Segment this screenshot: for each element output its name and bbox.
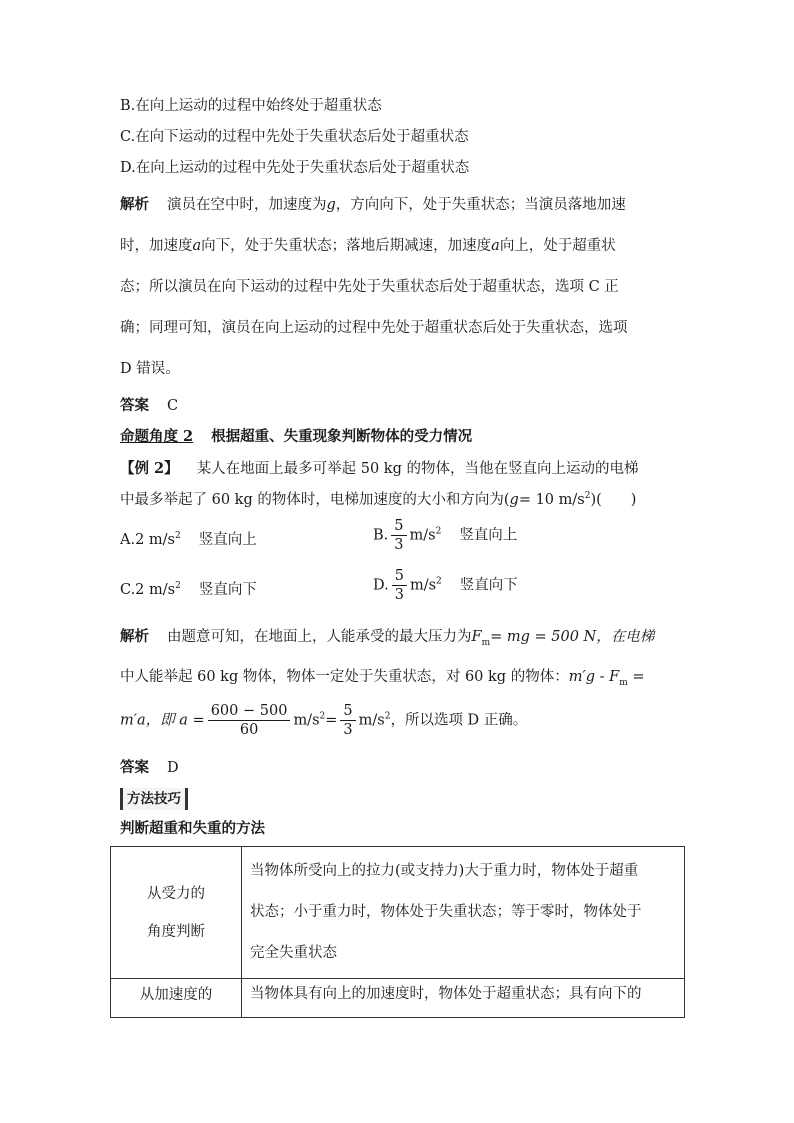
answer2-value: D [167, 760, 179, 776]
analysis2-line2: 中人能举起 60 kg 物体，物体一定处于失重状态，对 60 kg 的物体：$m'g - F_m$ = [120, 669, 645, 688]
choice-b: B. $\frac{5}{3}$ $m/s^2$ 竖直向上 [373, 518, 518, 553]
analysis2-line1: 解析 由题意可知，在地面上，人能承受的最大压力为$F_m=$ mg = 500 N，在电梯 [120, 628, 655, 648]
option-b: B.在向上运动的过程中始终处于超重状态 [120, 98, 382, 114]
choice-d: D. $\frac{5}{3}$ $m/s^2$ 竖直向下 [373, 568, 518, 603]
analysis1-line5: D 错误。 [120, 361, 180, 377]
table-cell-right: 当物体具有向上的加速度时，物体处于超重状态；具有向下的 [242, 979, 685, 1018]
option-d: D.在向上运动的过程中先处于失重状态后处于超重状态 [120, 160, 470, 176]
table-row [111, 847, 685, 979]
answer1-label: 答案 [120, 397, 149, 414]
method-table [110, 846, 685, 1018]
method-badge: 方法技巧 [120, 788, 188, 810]
example-line1: 【例 2】 某人在地面上最多可举起 50 kg 的物体，当他在竖直向上运动的电梯 [120, 460, 639, 477]
analysis2-label: 解析 [120, 628, 149, 645]
analysis2-line3: m′a，即 a = $\frac{600 - 500}{60}$ $m/s^2=$ $\frac{5}{3}$ $m/s^2$，所以选项 D 正确。 [120, 703, 528, 738]
answer1 [120, 396, 178, 416]
table-cell-right: 当物体所受向上的拉力(或支持力)大于重力时，物体处于超重 状态；小于重力时，物体处于失重状态；等于零时，物体处于 完全失重状态 [242, 847, 685, 979]
topic-label: 命题角度 2 [120, 428, 194, 445]
choice-c: C.2 $m/s^2$ 竖直向下 [120, 581, 257, 598]
option-c: C.在向下运动的过程中先处于失重状态后处于超重状态 [120, 129, 469, 145]
analysis1-line3: 态；所以演员在向下运动的过程中先处于失重状态后处于超重状态，选项 C 正 [120, 279, 619, 295]
analysis1-label: 解析 [120, 196, 149, 213]
method-title: 判断超重和失重的方法 [120, 820, 265, 837]
analysis1-line2: 时，加速度a向下，处于失重状态；落地后期减速，加速度a向上，处于超重状 [120, 238, 616, 254]
topic-heading [120, 427, 472, 447]
analysis1-line1: 解析 演员在空中时，加速度为g，方向向下，处于失重状态；当演员落地加速 [120, 196, 626, 213]
choice-a: A.2 $m/s^2$ 竖直向上 [120, 531, 257, 548]
example-tag: 【例 2】 [120, 460, 179, 477]
topic-title: 根据超重、失重现象判断物体的受力情况 [211, 428, 473, 445]
answer2-label: 答案 [120, 759, 149, 776]
analysis1-line4: 确；同理可知，演员在向上运动的过程中先处于超重状态后处于失重状态，选项 [120, 320, 628, 336]
answer2 [120, 758, 179, 778]
table-cell-left: 从加速度的 [111, 979, 242, 1018]
example-line2: 中最多举起了 60 kg 的物体时，电梯加速度的大小和方向为(g= 10 $m/s^2$)( ) [120, 491, 637, 508]
table-cell-left: 从受力的 角度判断 [111, 847, 242, 979]
answer1-value: C [167, 398, 179, 414]
table-row [111, 979, 685, 1018]
